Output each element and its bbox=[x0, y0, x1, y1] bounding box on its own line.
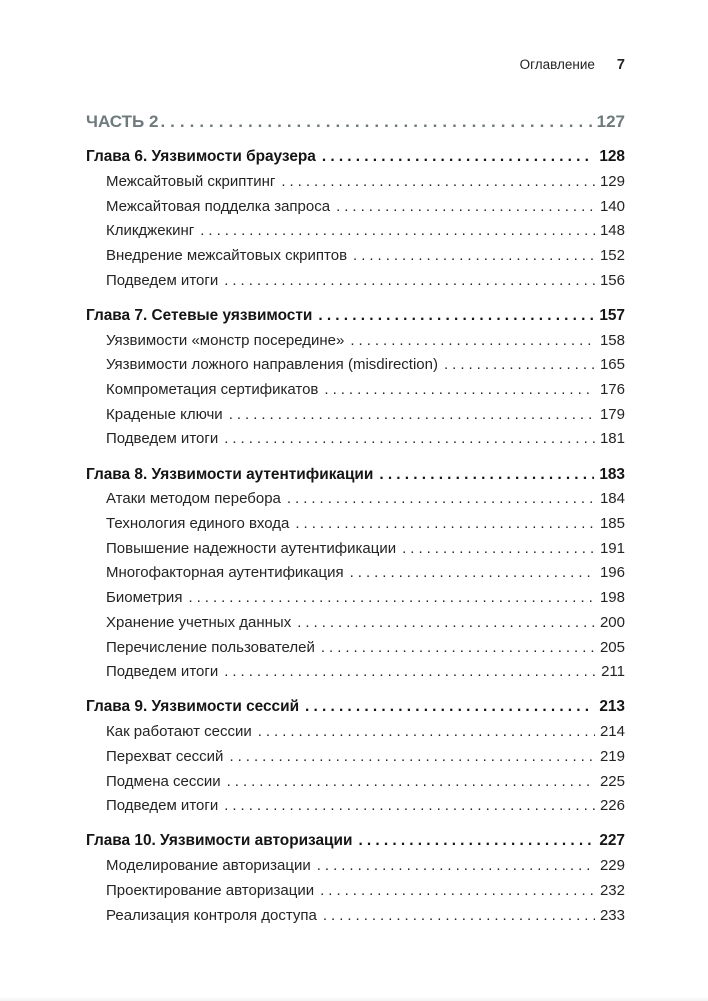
toc-entry-page-number: 205 bbox=[599, 638, 625, 656]
toc-section bbox=[86, 304, 625, 452]
chapter-heading-title: Глава 8. Уязвимости аутентификации bbox=[86, 465, 374, 483]
toc-entry-page-number: 165 bbox=[599, 356, 625, 374]
chapter-heading-page-number: 183 bbox=[599, 465, 625, 483]
chapter-heading-title: Глава 9. Уязвимости сессий bbox=[86, 698, 300, 716]
toc-section bbox=[86, 695, 625, 819]
chapter-heading-row bbox=[86, 145, 625, 170]
toc-entry-row bbox=[86, 269, 625, 294]
dot-leader bbox=[224, 794, 595, 819]
chapter-heading-page-number: 128 bbox=[599, 148, 625, 166]
running-title: Оглавление bbox=[519, 57, 595, 72]
toc-entry-page-number: 198 bbox=[599, 589, 625, 607]
dot-leader bbox=[318, 304, 594, 329]
toc-entry-row bbox=[86, 537, 625, 562]
toc-entry-row bbox=[86, 219, 625, 244]
chapter-heading-title: Глава 6. Уязвимости браузера bbox=[86, 148, 316, 166]
toc-entry-page-number: 191 bbox=[599, 539, 625, 557]
toc-entry-row bbox=[86, 794, 625, 819]
dot-leader bbox=[350, 561, 595, 586]
part-heading-row bbox=[86, 110, 625, 135]
toc-entry-row bbox=[86, 904, 625, 929]
dot-leader bbox=[160, 110, 595, 135]
dot-leader bbox=[224, 660, 596, 685]
toc-entry-title: Подведем итоги bbox=[106, 663, 219, 681]
toc-entry-row bbox=[86, 170, 625, 195]
toc-entry-page-number: 152 bbox=[599, 247, 625, 265]
toc-entry-row bbox=[86, 487, 625, 512]
toc-entry-page-number: 156 bbox=[599, 271, 625, 289]
chapter-heading-page-number: 213 bbox=[599, 698, 625, 716]
toc-entry-title: Межсайтовый скриптинг bbox=[106, 172, 276, 190]
dot-leader bbox=[379, 463, 594, 488]
toc-entry-page-number: 129 bbox=[599, 172, 625, 190]
dot-leader bbox=[358, 829, 594, 854]
toc-entry-title: Краденые ключи bbox=[106, 405, 223, 423]
toc-entry-row bbox=[86, 660, 625, 685]
toc-entry-title: Подведем итоги bbox=[106, 271, 219, 289]
toc-entry-title: Повышение надежности аутентификации bbox=[106, 539, 397, 557]
toc-entry-title: Межсайтовая подделка запроса bbox=[106, 197, 331, 215]
toc-entry-title: Реализация контроля доступа bbox=[106, 906, 317, 924]
chapter-heading-row bbox=[86, 829, 625, 854]
dot-leader bbox=[305, 695, 594, 720]
toc-section bbox=[86, 145, 625, 293]
dot-leader bbox=[287, 487, 595, 512]
dot-leader bbox=[322, 145, 594, 170]
toc-entry-title: Кликджекинг bbox=[106, 222, 195, 240]
chapter-heading-row bbox=[86, 695, 625, 720]
toc-entry-title: Подведем итоги bbox=[106, 430, 219, 448]
dot-leader bbox=[336, 195, 595, 220]
dot-leader bbox=[227, 770, 595, 795]
dot-leader bbox=[444, 353, 595, 378]
toc-entry-page-number: 232 bbox=[599, 881, 625, 899]
toc-entry-row bbox=[86, 611, 625, 636]
toc-entry-row bbox=[86, 770, 625, 795]
toc-entry-title: Хранение учетных данных bbox=[106, 613, 292, 631]
toc-entry-page-number: 184 bbox=[599, 490, 625, 508]
toc-entry-title: Моделирование авторизации bbox=[106, 857, 311, 875]
toc-entry-row bbox=[86, 378, 625, 403]
toc-entry-row bbox=[86, 636, 625, 661]
toc-entry-page-number: 140 bbox=[599, 197, 625, 215]
toc-entry-title: Многофакторная аутентификация bbox=[106, 564, 344, 582]
toc-entry-page-number: 211 bbox=[601, 663, 625, 681]
toc-entry-title: Подведем итоги bbox=[106, 797, 219, 815]
toc-entry-page-number: 176 bbox=[599, 381, 625, 399]
dot-leader bbox=[297, 611, 595, 636]
toc-entry-row bbox=[86, 244, 625, 269]
toc-entry-title: Атаки методом перебора bbox=[106, 490, 281, 508]
toc-entry-row bbox=[86, 854, 625, 879]
dot-leader bbox=[295, 512, 595, 537]
chapter-heading-page-number: 227 bbox=[599, 832, 625, 850]
dot-leader bbox=[281, 170, 595, 195]
toc-entry-row bbox=[86, 586, 625, 611]
toc-entry-page-number: 233 bbox=[599, 906, 625, 924]
dot-leader bbox=[402, 537, 595, 562]
dot-leader bbox=[350, 329, 595, 354]
toc-entry-row bbox=[86, 512, 625, 537]
dot-leader bbox=[317, 854, 595, 879]
dot-leader bbox=[320, 879, 595, 904]
toc-entry-page-number: 181 bbox=[599, 430, 625, 448]
toc-entry-title: Уязвимости «монстр посередине» bbox=[106, 331, 345, 349]
toc-entry-row bbox=[86, 329, 625, 354]
toc-entry-row bbox=[86, 720, 625, 745]
toc-entry-row bbox=[86, 195, 625, 220]
toc-entry-page-number: 219 bbox=[599, 747, 625, 765]
dot-leader bbox=[224, 269, 595, 294]
toc-entry-row bbox=[86, 427, 625, 452]
toc-entry-row bbox=[86, 561, 625, 586]
toc-sections bbox=[86, 145, 625, 928]
toc-entry-title: Перехват сессий bbox=[106, 747, 224, 765]
toc-entry-row bbox=[86, 745, 625, 770]
dot-leader bbox=[229, 403, 595, 428]
dot-leader bbox=[229, 745, 595, 770]
toc-entry-page-number: 158 bbox=[599, 331, 625, 349]
chapter-heading-title: Глава 10. Уязвимости авторизации bbox=[86, 832, 353, 850]
toc-entry-page-number: 225 bbox=[599, 772, 625, 790]
toc-entry-page-number: 196 bbox=[599, 564, 625, 582]
part-title: ЧАСТЬ 2 bbox=[86, 112, 159, 131]
toc-entry-title: Уязвимости ложного направления (misdirection) bbox=[106, 356, 438, 374]
toc-entry-page-number: 229 bbox=[599, 857, 625, 875]
toc-section bbox=[86, 463, 625, 685]
dot-leader bbox=[324, 378, 595, 403]
toc-entry-page-number: 200 bbox=[599, 613, 625, 631]
dot-leader bbox=[323, 904, 595, 929]
dot-leader bbox=[224, 427, 595, 452]
toc-entry-page-number: 214 bbox=[599, 723, 625, 741]
toc-entry-title: Проектирование авторизации bbox=[106, 881, 315, 899]
toc-section bbox=[86, 829, 625, 928]
toc-entry-row bbox=[86, 403, 625, 428]
toc-entry-title: Технология единого входа bbox=[106, 515, 290, 533]
toc-entry-page-number: 148 bbox=[599, 222, 625, 240]
chapter-heading-row bbox=[86, 304, 625, 329]
toc-entry-title: Как работают сессии bbox=[106, 723, 252, 741]
toc-content bbox=[86, 0, 625, 928]
chapter-heading-row bbox=[86, 463, 625, 488]
toc-entry-title: Компрометация сертификатов bbox=[106, 381, 319, 399]
dot-leader bbox=[200, 219, 595, 244]
toc-entry-page-number: 185 bbox=[599, 515, 625, 533]
toc-entry-title: Биометрия bbox=[106, 589, 183, 607]
page-header bbox=[86, 0, 625, 73]
chapter-heading-page-number: 157 bbox=[599, 306, 625, 324]
chapter-heading-title: Глава 7. Сетевые уязвимости bbox=[86, 306, 313, 324]
dot-leader bbox=[321, 636, 595, 661]
folio-page-number: 7 bbox=[616, 57, 625, 73]
toc-entry-title: Подмена сессии bbox=[106, 772, 221, 790]
toc-entry-title: Перечисление пользователей bbox=[106, 638, 315, 656]
dot-leader bbox=[353, 244, 595, 269]
toc-entry-title: Внедрение межсайтовых скриптов bbox=[106, 247, 348, 265]
dot-leader bbox=[188, 586, 595, 611]
dot-leader bbox=[258, 720, 595, 745]
toc-entry-row bbox=[86, 353, 625, 378]
toc-entry-row bbox=[86, 879, 625, 904]
toc-entry-page-number: 226 bbox=[599, 797, 625, 815]
part-page-number: 127 bbox=[596, 112, 625, 131]
toc-entry-page-number: 179 bbox=[599, 405, 625, 423]
